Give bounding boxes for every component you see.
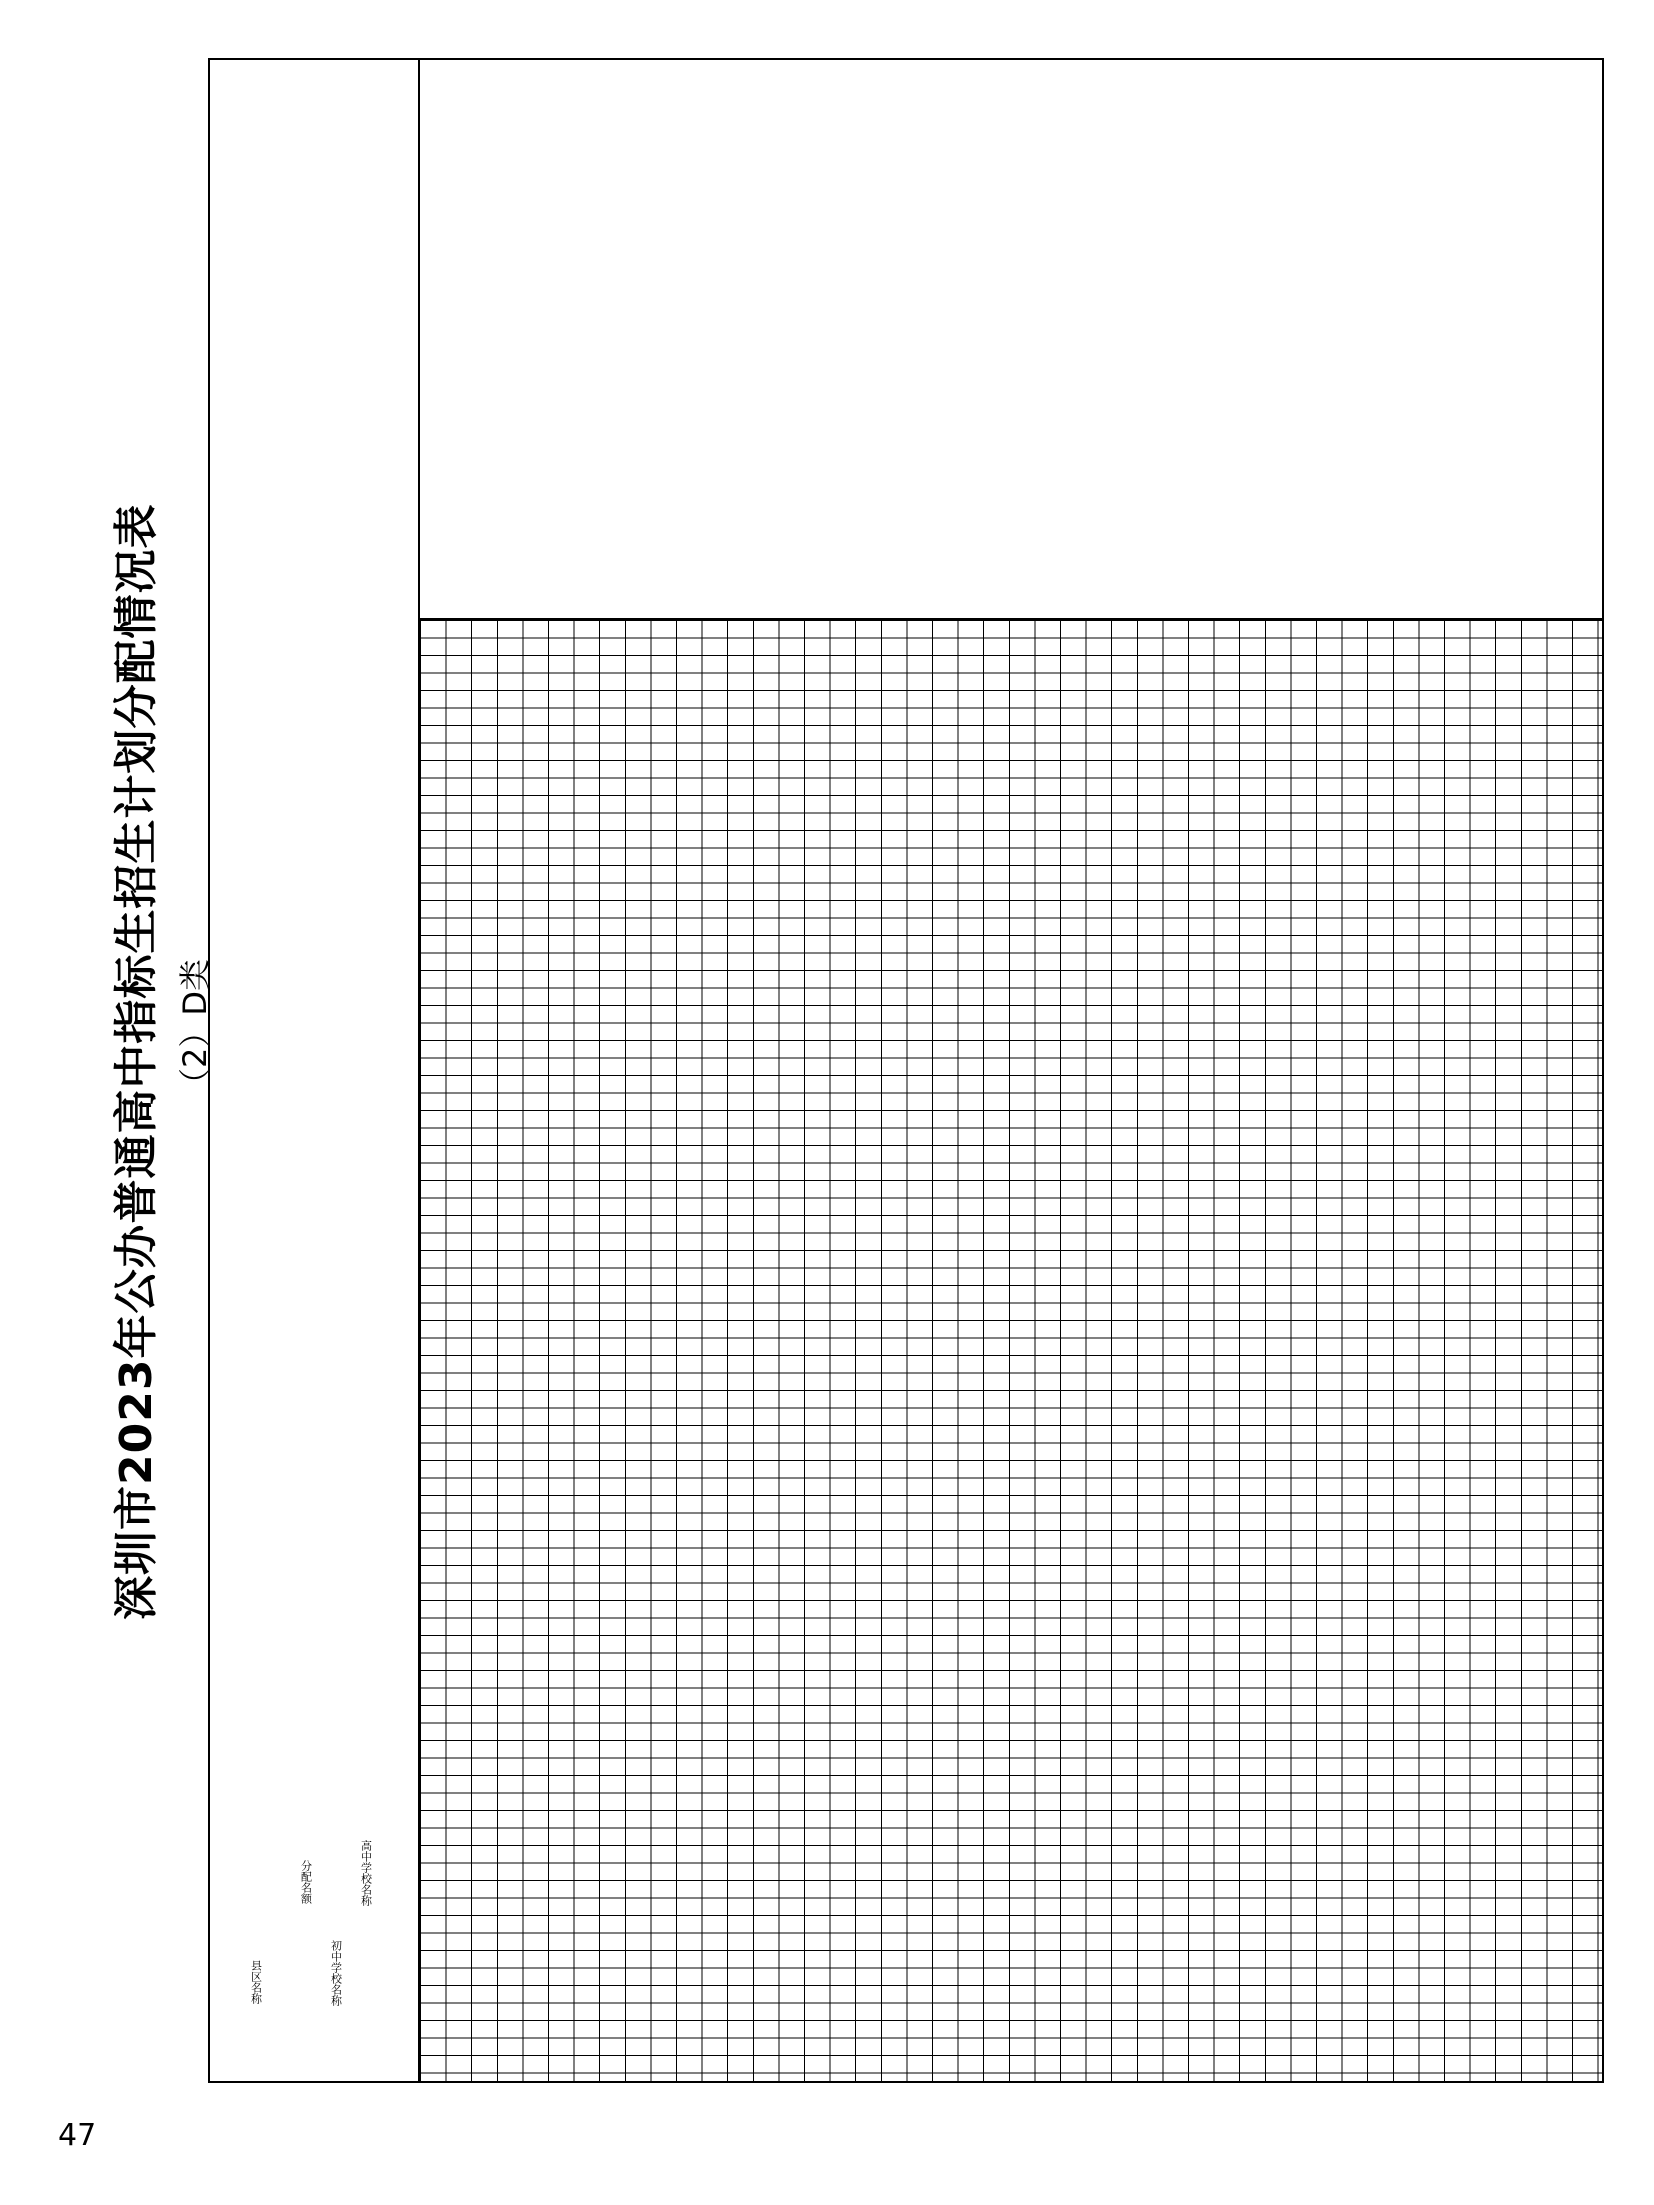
district-header: 县区名称	[249, 1960, 263, 2004]
allocation-table	[208, 58, 1604, 2083]
table-grid	[420, 620, 1602, 2081]
page-subtitle: （2）D类	[176, 958, 214, 1100]
junior-school-column	[210, 60, 420, 2081]
junior-school-header: 初中学校名称	[329, 1940, 343, 2006]
high-school-header-row	[420, 60, 1602, 620]
title-block	[100, 504, 216, 1620]
page-title: 深圳市2023年公办普通高中指标生招生计划分配情况表	[111, 503, 162, 1620]
alloc-header: 分配名额	[299, 1860, 313, 1904]
high-school-header: 高中学校名称	[359, 1840, 373, 1906]
page-number: 47	[58, 2118, 97, 2153]
